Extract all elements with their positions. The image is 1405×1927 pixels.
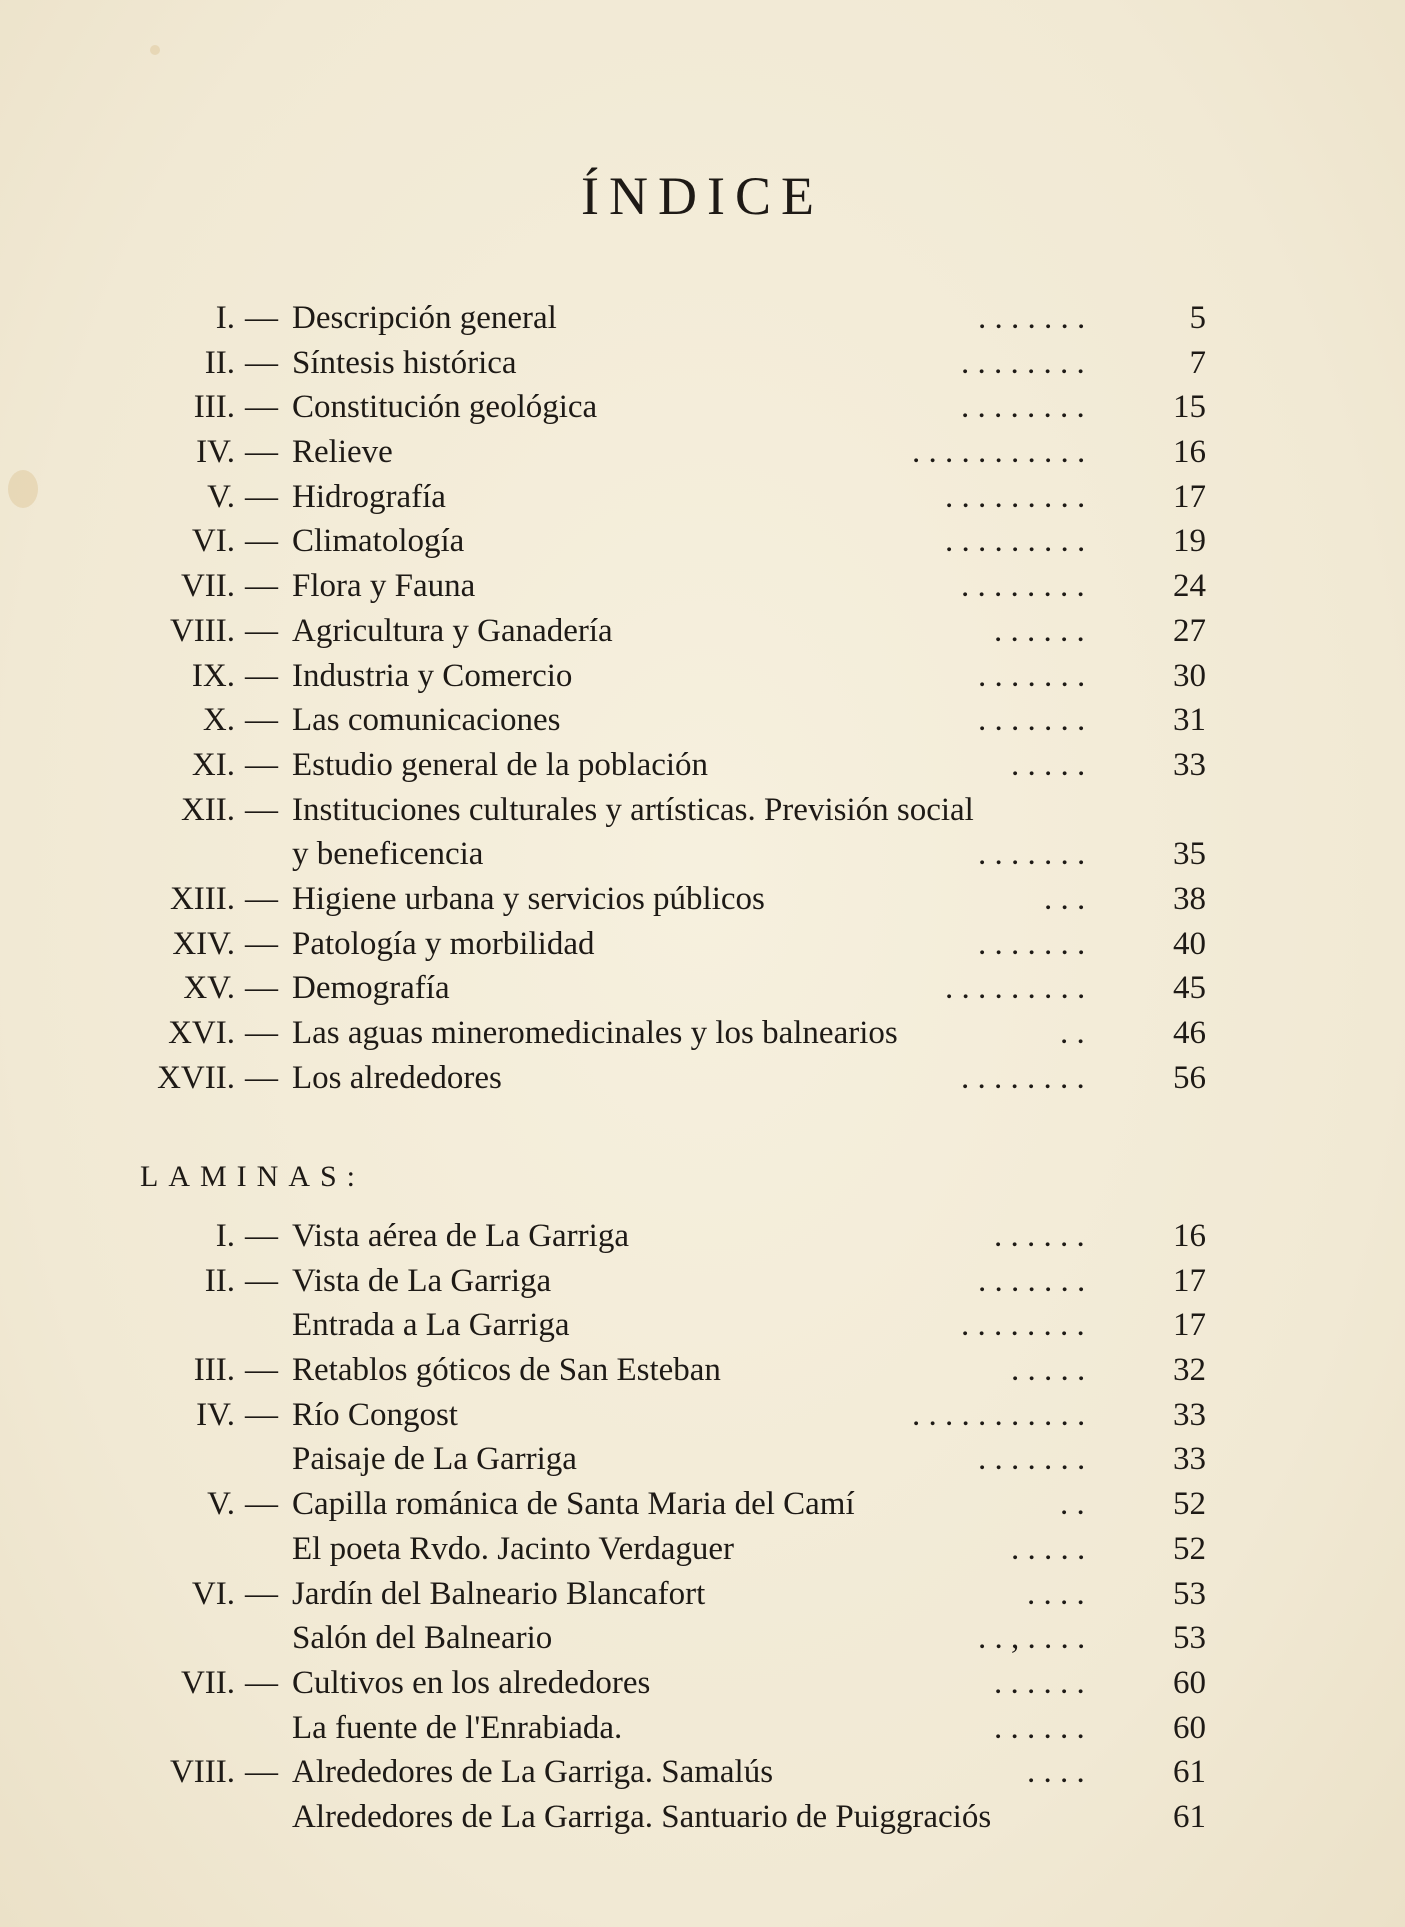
entry-page-number: 53 — [1173, 1620, 1206, 1657]
entry-page-number: 61 — [1173, 1798, 1206, 1835]
leader-dots: . . . . . . . . — [961, 1059, 1085, 1096]
entry-number: XIV. — [172, 925, 235, 962]
entry-title: Alrededores de La Garriga. Santuario de Puiggraciós — [292, 1798, 992, 1835]
entry-number: V. — [207, 478, 235, 515]
plates-index — [0, 1214, 1405, 1840]
entry-page-number: 15 — [1173, 389, 1206, 426]
entry-number: IX. — [191, 657, 235, 694]
entry-number: IV. — [196, 434, 235, 471]
entry-page-number: 32 — [1173, 1352, 1206, 1389]
entry-number: III. — [193, 389, 235, 426]
entry-number: III. — [193, 1352, 235, 1389]
leader-dots: . . . . . — [1011, 746, 1086, 783]
entry-title: Hidrografía — [292, 478, 446, 515]
entry-title: Las comunicaciones — [292, 702, 561, 739]
leader-dots: . . . . . . . — [978, 836, 1086, 873]
entry-title: El poeta Rvdo. Jacinto Verdaguer — [292, 1530, 735, 1567]
entry-title: Demografía — [292, 970, 450, 1007]
leader-dots: . . . . . . . — [978, 1262, 1086, 1299]
leader-dots: . . . . . . — [994, 1709, 1085, 1746]
plate-row — [0, 1348, 1405, 1393]
entry-title: Descripción general — [292, 300, 557, 336]
chapter-row — [0, 430, 1405, 475]
entry-title: Capilla románica de Santa Maria del Camí — [292, 1486, 855, 1523]
entry-dash: — — [245, 1396, 278, 1433]
entry-page-number: 46 — [1173, 1015, 1206, 1051]
plate-row — [0, 1259, 1405, 1304]
entry-title: Instituciones culturales y artísticas. Previsión social — [292, 791, 974, 828]
paper-stain — [150, 45, 160, 55]
entry-title: Higiene urbana y servicios públicos — [292, 880, 765, 917]
entry-dash: — — [245, 344, 278, 381]
entry-dash: — — [245, 568, 278, 605]
chapter-row — [0, 877, 1405, 922]
chapter-row — [0, 654, 1405, 699]
leader-dots: . . . . . . . . — [961, 389, 1085, 426]
entry-page-number: 16 — [1173, 1218, 1206, 1254]
plate-row — [0, 1795, 1405, 1840]
leader-dots: . . . . . . — [994, 1664, 1085, 1701]
entry-title: Los alrededores — [292, 1059, 502, 1096]
entry-dash: — — [245, 1262, 278, 1299]
entry-number: XI. — [191, 746, 235, 783]
leader-dots: . . . . . . . — [978, 702, 1086, 739]
entry-page-number: 30 — [1173, 657, 1206, 694]
entry-dash: — — [245, 1015, 278, 1051]
entry-page-number: 38 — [1173, 880, 1206, 917]
entry-dash: — — [245, 657, 278, 694]
chapter-row — [0, 385, 1405, 430]
entry-title: Vista de La Garriga — [292, 1262, 552, 1299]
entry-page-number: 33 — [1173, 1396, 1206, 1433]
entry-page-number: 16 — [1173, 434, 1206, 471]
leader-dots: . . . . . . . — [978, 925, 1086, 962]
entry-title: Jardín del Balneario Blancafort — [292, 1575, 706, 1612]
entry-dash: — — [245, 523, 278, 560]
plate-row — [0, 1482, 1405, 1527]
entry-title: Retablos góticos de San Esteban — [292, 1352, 721, 1389]
leader-dots: . . . . . . . . . — [945, 523, 1086, 560]
entry-number: XV. — [183, 970, 235, 1007]
entry-title: Agricultura y Ganadería — [292, 612, 613, 649]
entry-title: Flora y Fauna — [292, 568, 476, 605]
entry-number: IV. — [196, 1396, 235, 1433]
entry-page-number: 52 — [1173, 1486, 1206, 1523]
entry-page-number: 17 — [1173, 1262, 1206, 1299]
entry-number: VI. — [191, 1575, 235, 1612]
entry-title: Síntesis histórica — [292, 344, 517, 381]
leader-dots: . . . . . . . — [978, 657, 1086, 694]
entry-number: X. — [202, 702, 235, 739]
entry-dash: — — [245, 612, 278, 649]
entry-page-number: 17 — [1173, 1307, 1206, 1344]
leader-dots: . . . . . . . . — [961, 1307, 1085, 1344]
leader-dots: . . . . . . . . . — [945, 970, 1086, 1007]
plates-heading: LAMINAS: — [140, 1160, 366, 1193]
entry-title: Paisaje de La Garriga — [292, 1441, 577, 1478]
entry-page-number: 24 — [1173, 568, 1206, 605]
plate-row — [0, 1214, 1405, 1259]
entry-number: II. — [204, 344, 235, 381]
entry-dash: — — [245, 1059, 278, 1096]
entry-dash: — — [245, 1754, 278, 1791]
entry-page-number: 17 — [1173, 478, 1206, 515]
entry-title: y beneficencia — [292, 836, 484, 873]
entry-number: II. — [204, 1262, 235, 1299]
chapter-row — [0, 564, 1405, 609]
entry-page-number: 45 — [1173, 970, 1206, 1007]
plate-row — [0, 1661, 1405, 1706]
entry-page-number: 53 — [1173, 1575, 1206, 1612]
entry-title: Constitución geológica — [292, 389, 598, 426]
page-title: ÍNDICE — [581, 166, 824, 226]
chapter-row — [0, 341, 1405, 386]
entry-page-number: 40 — [1173, 925, 1206, 962]
leader-dots: . . . . . . . . — [961, 568, 1085, 605]
entry-page-number: 27 — [1173, 612, 1206, 649]
entry-dash: — — [245, 1575, 278, 1612]
chapter-row — [0, 966, 1405, 1011]
chapter-row — [0, 1056, 1405, 1101]
entry-dash: — — [245, 1664, 278, 1701]
chapter-row — [0, 832, 1405, 877]
chapter-row — [0, 922, 1405, 967]
chapter-row — [0, 788, 1405, 833]
leader-dots: . . . . . . — [994, 612, 1085, 649]
leader-dots: . . — [1060, 1015, 1085, 1051]
leader-dots: . . — [1060, 1486, 1085, 1523]
entry-page-number: 60 — [1173, 1709, 1206, 1746]
entry-page-number: 31 — [1173, 702, 1206, 739]
entry-dash: — — [245, 746, 278, 783]
entry-title: Alrededores de La Garriga. Samalús — [292, 1754, 774, 1791]
leader-dots: . . . . — [1027, 1575, 1085, 1612]
entry-title: Vista aérea de La Garriga — [292, 1218, 629, 1254]
entry-title: La fuente de l'Enrabiada. — [292, 1709, 623, 1746]
chapter-row — [0, 296, 1405, 341]
entry-dash: — — [245, 702, 278, 739]
entry-number: I. — [215, 1218, 235, 1254]
entry-number: VII. — [180, 568, 235, 605]
entry-title: Industria y Comercio — [292, 657, 573, 694]
chapter-row — [0, 475, 1405, 520]
entry-title: Climatología — [292, 523, 465, 560]
leader-dots: . . . . . . . — [978, 1441, 1086, 1478]
entry-dash: — — [245, 1486, 278, 1523]
entry-dash: — — [245, 970, 278, 1007]
entry-number: I. — [215, 300, 235, 336]
entry-number: VI. — [191, 523, 235, 560]
entry-number: XVI. — [168, 1015, 235, 1051]
chapter-row — [0, 1011, 1405, 1056]
plate-row — [0, 1437, 1405, 1482]
leader-dots: . . . . — [1027, 1754, 1085, 1791]
leader-dots: . . . — [1044, 880, 1086, 917]
entry-page-number: 56 — [1173, 1059, 1206, 1096]
plate-row — [0, 1750, 1405, 1795]
entry-dash: — — [245, 1218, 278, 1254]
entry-page-number: 60 — [1173, 1664, 1206, 1701]
chapter-row — [0, 519, 1405, 564]
chapter-row — [0, 743, 1405, 788]
plate-row — [0, 1572, 1405, 1617]
entry-number: XIII. — [169, 880, 235, 917]
chapter-index — [0, 296, 1405, 1100]
entry-page-number: 52 — [1173, 1530, 1206, 1567]
plate-row — [0, 1393, 1405, 1438]
entry-page-number: 33 — [1173, 1441, 1206, 1478]
entry-page-number: 5 — [1189, 300, 1206, 336]
entry-title: Entrada a La Garriga — [292, 1307, 570, 1344]
entry-dash: — — [245, 478, 278, 515]
entry-title: Relieve — [292, 434, 393, 471]
leader-dots: . . . . . . . . . . . — [912, 1396, 1086, 1433]
entry-page-number: 61 — [1173, 1754, 1206, 1791]
entry-title: Salón del Balneario — [292, 1620, 553, 1657]
leader-dots: . . . . . . . . . — [945, 478, 1086, 515]
leader-dots: . . . . . . . . . . . — [912, 434, 1086, 471]
entry-dash: — — [245, 434, 278, 471]
entry-number: VII. — [180, 1664, 235, 1701]
entry-dash: — — [245, 791, 278, 828]
entry-title: Estudio general de la población — [292, 746, 709, 783]
entry-number: XVII. — [157, 1059, 235, 1096]
entry-title: Patología y morbilidad — [292, 925, 595, 962]
entry-title: Cultivos en los alrededores — [292, 1664, 651, 1701]
entry-dash: — — [245, 925, 278, 962]
entry-dash: — — [245, 300, 278, 336]
entry-number: VIII. — [169, 612, 235, 649]
entry-dash: — — [245, 389, 278, 426]
entry-dash: — — [245, 880, 278, 917]
entry-page-number: 33 — [1173, 746, 1206, 783]
entry-number: XII. — [180, 791, 235, 828]
chapter-row — [0, 609, 1405, 654]
plate-row — [0, 1527, 1405, 1572]
plate-row — [0, 1303, 1405, 1348]
leader-dots: . . . . . . — [994, 1218, 1085, 1254]
leader-dots: . . . . . — [1011, 1530, 1086, 1567]
entry-dash: — — [245, 1352, 278, 1389]
leader-dots: . . . . . . . — [978, 300, 1086, 336]
leader-dots: . . , . . . . — [978, 1620, 1086, 1657]
entry-title: Río Congost — [292, 1396, 458, 1433]
entry-number: V. — [207, 1486, 235, 1523]
entry-title: Las aguas mineromedicinales y los balnearios — [292, 1015, 898, 1051]
leader-dots: . . . . . — [1011, 1352, 1086, 1389]
entry-number: VIII. — [169, 1754, 235, 1791]
chapter-row — [0, 698, 1405, 743]
leader-dots: . . . . . . . . — [961, 344, 1085, 381]
entry-page-number: 35 — [1173, 836, 1206, 873]
entry-page-number: 7 — [1189, 344, 1206, 381]
entry-page-number: 19 — [1173, 523, 1206, 560]
plate-row — [0, 1706, 1405, 1751]
plate-row — [0, 1616, 1405, 1661]
